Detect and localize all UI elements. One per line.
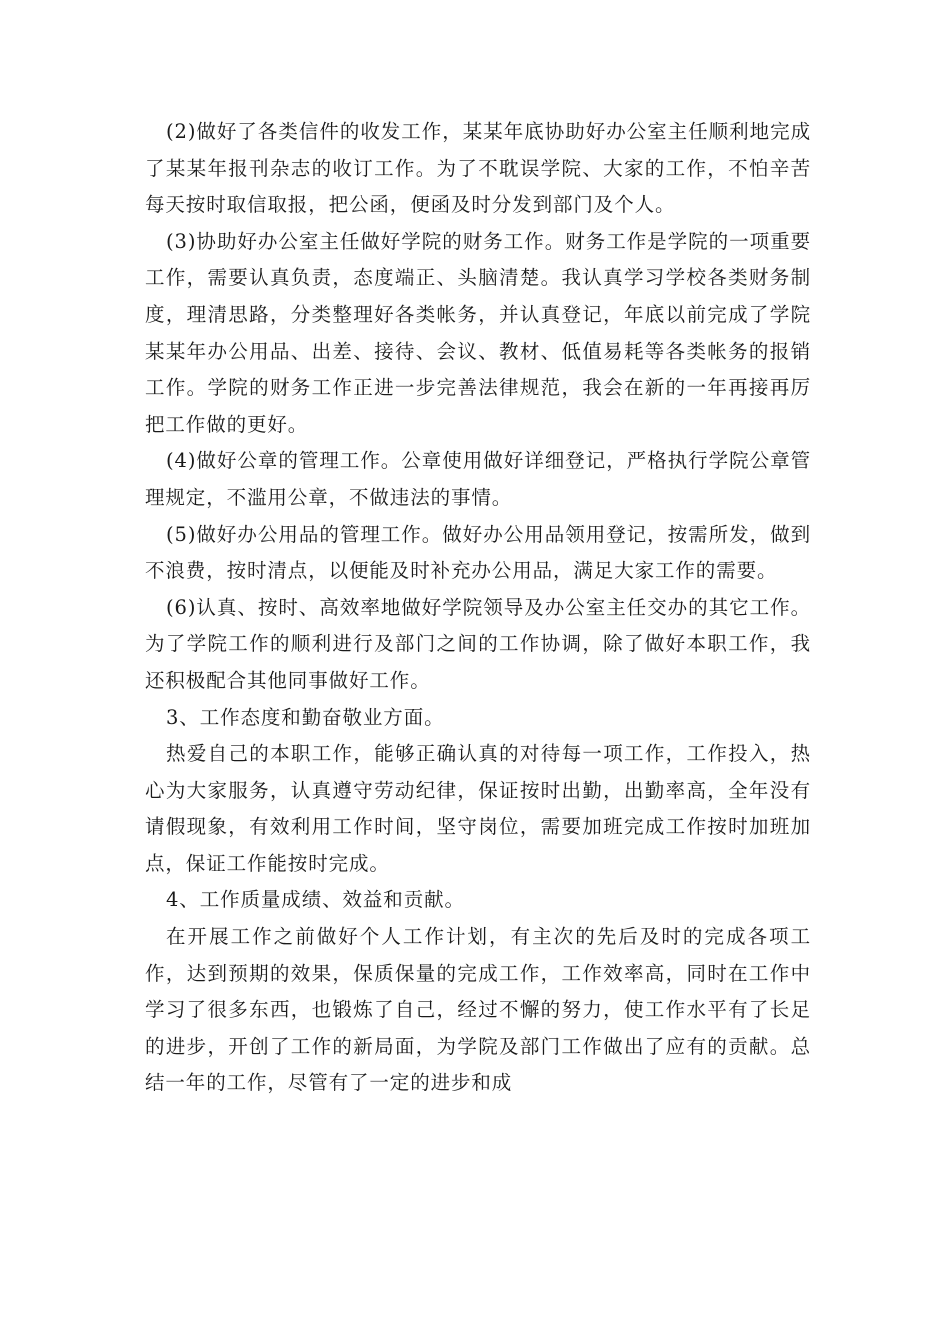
section-heading-3: 3、工作态度和勤奋敬业方面。 bbox=[166, 705, 445, 729]
paragraph-item-3: (3)协助好办公室主任做好学院的财务工作。财务工作是学院的一项重要工作，需要认真负责，态度端正、头脑清楚。我认真学习学校各类财务制度，理清思路，分类整理好各类帐务，并认真登记，年底以前完成了学院某某年办公用品、出差、接待、会议、教材、低值易耗等各类帐务的报销工作。学院的财务工作正进一步完善法律规范，我会在新的一年再接再厉把工作做的更好。 bbox=[145, 229, 811, 436]
paragraph-item-5: (5)做好办公用品的管理工作。做好办公用品领用登记，按需所发，做到不浪费，按时清点，以便能及时补充办公用品，满足大家工作的需要。 bbox=[145, 522, 811, 583]
paragraph-item-6: (6)认真、按时、高效率地做好学院领导及办公室主任交办的其它工作。为了学院工作的顺利进行及部门之间的工作协调，除了做好本职工作，我还积极配合其他同事做好工作。 bbox=[145, 595, 811, 692]
paragraph-work-attitude: 热爱自己的本职工作，能够正确认真的对待每一项工作，工作投入，热心为大家服务，认真遵守劳动纪律，保证按时出勤，出勤率高，全年没有请假现象，有效利用工作时间，坚守岗位，需要加班完成工作按时加班加点，保证工作能按时完成。 bbox=[145, 742, 811, 875]
document-body bbox=[145, 114, 811, 1102]
paragraph-item-4: (4)做好公章的管理工作。公章使用做好详细登记，严格执行学院公章管理规定，不滥用公章，不做违法的事情。 bbox=[145, 449, 811, 509]
paragraph-item-2: (2)做好了各类信件的收发工作，某某年底协助好办公室主任顺利地完成了某某年报刊杂志的收订工作。为了不耽误学院、大家的工作，不怕辛苦每天按时取信取报，把公函，便函及时分发到部门及个人。 bbox=[145, 120, 811, 217]
paragraph-work-quality: 在开展工作之前做好个人工作计划，有主次的先后及时的完成各项工作，达到预期的效果，保质保量的完成工作，工作效率高，同时在工作中学习了很多东西，也锻炼了自己，经过不懈的努力，使工作水平有了长足的进步，开创了工作的新局面，为学院及部门工作做出了应有的贡献。总结一年的工作，尽管有了一定的进步和成 bbox=[145, 925, 811, 1095]
section-heading-4: 4、工作质量成绩、效益和贡献。 bbox=[166, 888, 465, 912]
